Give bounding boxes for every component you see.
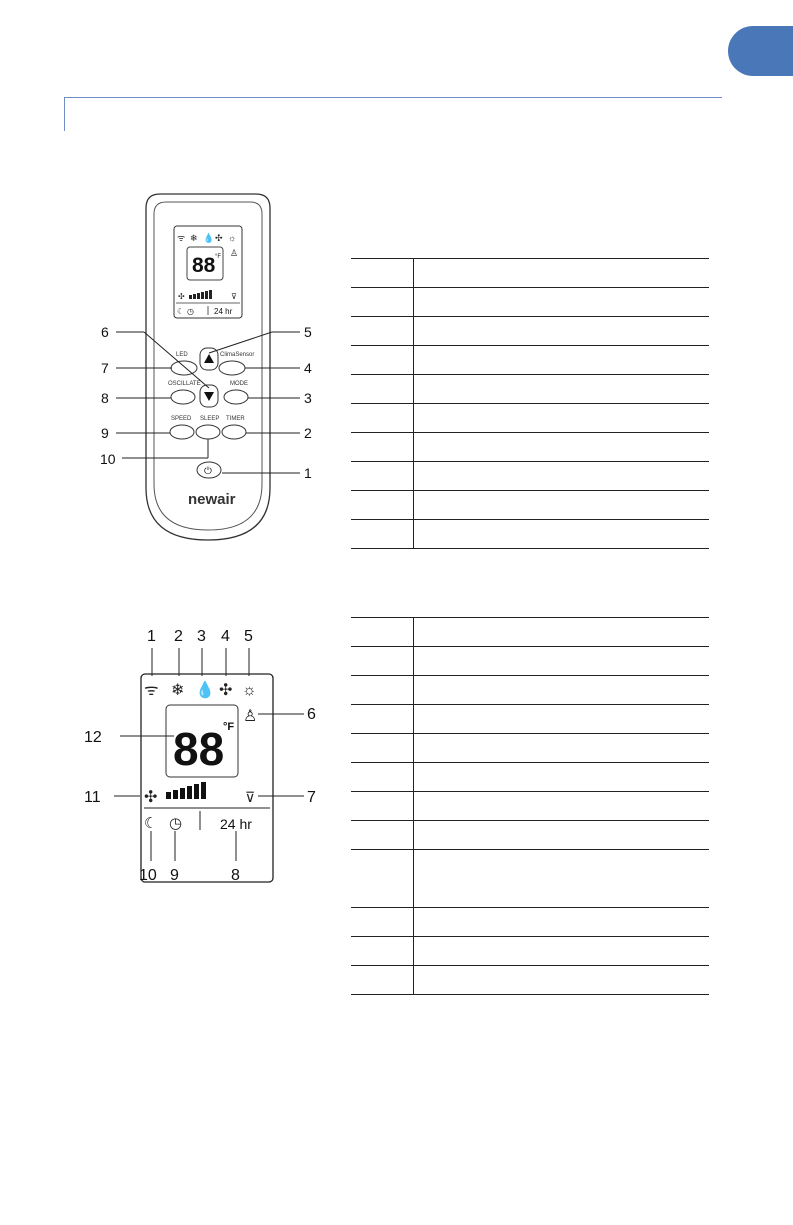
sleep-button[interactable] [196, 425, 220, 439]
key-cell [351, 937, 414, 966]
key-cell [351, 346, 414, 375]
display-timer: 24 hr [220, 816, 252, 832]
callout-4: 4 [304, 360, 312, 376]
key-cell [351, 705, 414, 734]
key-cell [351, 850, 414, 908]
table-row [351, 705, 709, 734]
table-row [351, 462, 709, 491]
display-snowflake-icon: ❄ [171, 682, 185, 699]
description-cell [414, 433, 710, 462]
display-callout-3: 3 [197, 628, 206, 645]
display-drop-icon: 💧 [195, 682, 215, 699]
display-swing-icon: ⊽ [245, 789, 256, 805]
display-callout-7: 7 [307, 789, 316, 806]
table-row [351, 937, 709, 966]
wifi-icon: ᯤ [177, 233, 186, 243]
timer-label: TIMER [226, 416, 245, 422]
table-row [351, 850, 709, 908]
clima-sensor-button[interactable] [219, 361, 245, 375]
description-cell [414, 346, 710, 375]
brand-logo: newair [188, 491, 236, 508]
sleep-label: SLEEP [200, 416, 220, 422]
key-cell [351, 462, 414, 491]
swing-icon: ⊽ [231, 292, 237, 301]
description-cell [414, 763, 710, 792]
key-cell [351, 966, 414, 995]
callout-9: 9 [101, 425, 109, 441]
display-figure [78, 618, 333, 888]
mode-button[interactable] [224, 390, 248, 404]
description-cell [414, 288, 710, 317]
display-callout-12: 12 [84, 729, 102, 746]
callout-5: 5 [304, 324, 312, 340]
table-row [351, 491, 709, 520]
key-cell [351, 433, 414, 462]
oscillate-label: OSCILLATE [168, 381, 201, 387]
key-cell [351, 734, 414, 763]
description-cell [414, 821, 710, 850]
display-fan-icon: ✣ [219, 682, 233, 699]
display-callout-2: 2 [174, 628, 183, 645]
table-row [351, 404, 709, 433]
speed-button[interactable] [170, 425, 194, 439]
timer-button[interactable] [222, 425, 246, 439]
speed-label: SPEED [171, 416, 192, 422]
key-cell [351, 375, 414, 404]
table-row [351, 676, 709, 705]
header-rule [64, 97, 722, 98]
led-label: LED [176, 352, 188, 358]
table-row [351, 317, 709, 346]
key-cell [351, 763, 414, 792]
display-callout-10: 10 [139, 867, 157, 884]
table-row [351, 763, 709, 792]
key-cell [351, 618, 414, 647]
table-row [351, 734, 709, 763]
table-row [351, 259, 709, 288]
callout-10: 10 [100, 451, 116, 467]
key-cell [351, 491, 414, 520]
key-cell [351, 317, 414, 346]
display-sun-icon: ☼ [242, 682, 257, 699]
display-callout-8: 8 [231, 867, 240, 884]
display-fan-small-icon: ✣ [144, 789, 158, 806]
key-cell [351, 676, 414, 705]
key-cell [351, 908, 414, 937]
display-callout-4: 4 [221, 628, 230, 645]
callout-3: 3 [304, 390, 312, 406]
key-cell [351, 259, 414, 288]
mode-label: MODE [230, 381, 248, 387]
display-temp: 88 [173, 723, 225, 775]
clima-label: ClimaSensor [220, 352, 255, 358]
remote-lcd-unit: °F [215, 254, 222, 260]
description-cell [414, 520, 710, 549]
description-cell [414, 966, 710, 995]
table-row [351, 966, 709, 995]
description-cell [414, 734, 710, 763]
fan-small-icon: ✣ [178, 292, 185, 301]
display-unit: °F [223, 721, 235, 733]
description-cell [414, 375, 710, 404]
display-clock-icon: ◷ [169, 815, 183, 832]
drop-icon: 💧 [203, 233, 215, 243]
display-person-icon: ♙ [243, 708, 258, 725]
fan-icon: ✣ [215, 233, 223, 243]
display-callout-5: 5 [244, 628, 253, 645]
table-row [351, 618, 709, 647]
remote-lcd-timer: 24 hr [214, 307, 233, 316]
table-row [351, 520, 709, 549]
remote-key-table [351, 258, 709, 549]
description-cell [414, 462, 710, 491]
description-cell [414, 647, 710, 676]
callout-1: 1 [304, 465, 312, 481]
display-callout-6: 6 [307, 706, 316, 723]
table-row [351, 288, 709, 317]
sun-icon: ☼ [228, 233, 237, 243]
key-cell [351, 647, 414, 676]
remote-figure [88, 188, 328, 548]
sleep-icon: ☾ [177, 307, 185, 316]
key-cell [351, 404, 414, 433]
display-key-table [351, 617, 709, 995]
description-cell [414, 618, 710, 647]
table-row [351, 433, 709, 462]
oscillate-button[interactable] [171, 390, 195, 404]
display-callout-11: 11 [84, 789, 101, 806]
table-row [351, 346, 709, 375]
description-cell [414, 908, 710, 937]
display-callout-1: 1 [147, 628, 156, 645]
snowflake-icon: ❄ [190, 233, 198, 243]
key-cell [351, 520, 414, 549]
description-cell [414, 317, 710, 346]
description-cell [414, 850, 710, 908]
clock-icon: ◷ [187, 307, 194, 316]
table-row [351, 821, 709, 850]
callout-7: 7 [101, 360, 109, 376]
header-rule-tick [64, 97, 65, 131]
table-row [351, 792, 709, 821]
table-row [351, 375, 709, 404]
description-cell [414, 676, 710, 705]
description-cell [414, 705, 710, 734]
description-cell [414, 259, 710, 288]
callout-6: 6 [101, 324, 109, 340]
power-icon: ⏻ [204, 466, 212, 477]
table-row [351, 647, 709, 676]
display-wifi-icon: ᯤ [144, 682, 159, 699]
led-button[interactable] [171, 361, 197, 375]
section-tab [728, 26, 793, 76]
callout-8: 8 [101, 390, 109, 406]
remote-lcd-temp: 88 [192, 254, 216, 277]
display-sleep-icon: ☾ [144, 815, 158, 832]
person-icon: ♙ [230, 248, 239, 258]
description-cell [414, 404, 710, 433]
display-callout-9: 9 [170, 867, 179, 884]
key-cell [351, 792, 414, 821]
table-row [351, 908, 709, 937]
description-cell [414, 491, 710, 520]
key-cell [351, 821, 414, 850]
key-cell [351, 288, 414, 317]
description-cell [414, 792, 710, 821]
callout-2: 2 [304, 425, 312, 441]
description-cell [414, 937, 710, 966]
